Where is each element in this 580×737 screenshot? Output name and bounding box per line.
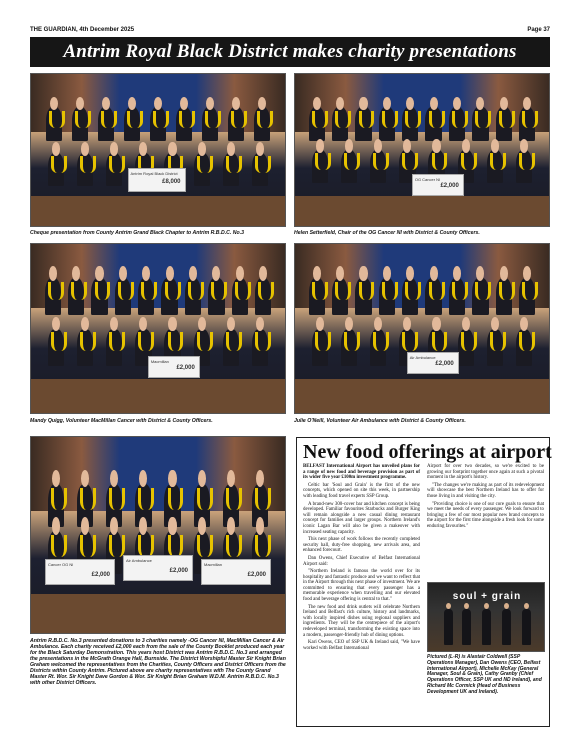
banner-title: Antrim Royal Black District makes charity presentations <box>63 41 517 62</box>
article-paragraph: "The changes we're making as part of its redevelopment will showcase the best Northern Ireland has to offer for those living in and visiting the city. <box>427 482 544 499</box>
article-paragraph: Kari Owens, CEO of SSP UK & Ireland said, "We have worked with Belfast International <box>303 640 420 651</box>
photo-og-cancer <box>294 73 550 227</box>
photo-macmillan <box>30 243 286 414</box>
photo-three-charities <box>30 436 286 634</box>
article-column-1 <box>303 464 420 653</box>
article-paragraph: This next phase of work follows the recently completed security hall, duty-free shopping, new arrivals area, and enhanced forecourt. <box>303 537 420 554</box>
airport-article <box>296 437 550 727</box>
photo-caption: Mandy Quigg, Volunteer MacMillan Cancer with District & County Officers. <box>30 418 213 424</box>
photo-caption: Julie O'Neill, Volunteer Air Ambulance with District & County Officers. <box>294 418 466 424</box>
article-paragraph: BELFAST International Airport has unveiled plans for a range of new food and beverage provision as part of its wider five year £100m investment programme. <box>303 464 420 481</box>
section-banner <box>30 37 550 67</box>
paper-date: THE GUARDIAN, 4th December 2025 <box>30 27 135 33</box>
article-paragraph: Airport for over two decades, so we're excited to be growing our footprint together once again at such a pivotal moment in the airport's history. <box>427 464 544 481</box>
photo-caption: Pictured (L-R) is Alastair Coldwell (SSP Operations Manager), Dan Owens (CEO, Belfast International Airport), Michelle McKay (General Manager, Soul & Grain), Cathy Granby (Chief Operations Officer, SSP UK and ND Ireland), and Richard Mc Cormick (Head of Business Development UK and Ireland). <box>427 654 542 695</box>
article-headline: New food offerings at airport <box>303 441 552 463</box>
article-paragraph: A brand-new 300-cover bar and kitchen concept is being developed. Familiar favourites Starbucks and Burger King will remain alongside a new casual dining restaurant concept for families and larger groups. Northern Ireland's iconic Lagan Bar will also be given a makeover with increased seating capacity. <box>303 501 420 535</box>
article-paragraph: Dan Owens, Chief Executive of Belfast International Airport said: <box>303 555 420 567</box>
photo-soul-grain <box>427 582 545 652</box>
photo-caption: Helen Setterfield, Chair of the OG Cancer NI with District & County Officers. <box>294 230 480 236</box>
cheque: Cancer OG NI £2,000 <box>45 559 115 585</box>
cheque: Antrim Royal Black District £8,000 <box>128 168 186 192</box>
photo-air-ambulance <box>294 243 550 414</box>
cheque: OG Cancer NI £2,000 <box>412 174 464 196</box>
soul-grain-sign: soul + grain <box>452 590 522 602</box>
article-paragraph: The new food and drink outlets will celebrate Northern Ireland and Belfast's rich culture, history and landmarks, with locally inspired dishes using regional suppliers and ingredients. They will be the centrepiece of the airport's redeveloped terminal, transforming the existing space into a modern, passenger-friendly hub of dining options. <box>303 604 420 638</box>
cheque: Macmillan £2,000 <box>201 559 271 585</box>
article-paragraph: Celtic bar 'Soul and Grain' is the first of the new concepts, which opened on site this week, in partnership with leading food travel experts SSP Group. <box>303 482 420 499</box>
page-number: Page 37 <box>527 27 550 33</box>
photo-caption: Cheque presentation from County Antrim Grand Black Chapter to Antrim R.B.D.C. No.3 <box>30 230 245 236</box>
article-column-2 <box>427 464 544 532</box>
photo-cheque-presentation <box>30 73 286 227</box>
article-paragraph: "Northern Ireland is famous the world over for its hospitality and fantastic produce and we want to reflect that in the Airport through this next phase of investment. We are committed to ensuring that every passenger has a memorable experience when travelling and our elevated food and beverage offering is central to that." <box>303 569 421 603</box>
article-paragraph: "Providing choice is one of our core goals to ensure that we meet the needs of every passenger. We look forward to bringing a few of our most popular new brand concepts to the airport for the first time alongside a fresh look for some enduring favourites." <box>427 501 544 529</box>
page-header <box>30 24 550 36</box>
photo-caption: Antrim R.B.D.C. No.3 presented donations to 3 charities namely -OG Cancer NI, MacMillan Cancer & Air Ambulance. Each charity received £2,000 each from the sale of the County Booklet produced each year for the Black Saturday Demonstration. This years host District was Antrim R.B.D.C. No.3 and arranged the presentations in the McGrath Orange Hall, Burnside. The District Worshipful Master Sir Knight Brian Graham welcomed the representatives from the Charities, County Officers and District Officers from the Districts within County Antrim. Pictured above are charity representatives with The County Grand Master Rt. Wor. Sir Knight Dave Gordon & Wor. Sir Knight Brian Graham W.D.M. Antrim R.B.D.C. No.3 with other District Officers. <box>30 638 286 686</box>
cheque: Air Ambulance £2,000 <box>123 555 193 581</box>
cheque: Air Ambulance £2,000 <box>407 352 459 374</box>
cheque: Macmillan £2,000 <box>148 356 200 378</box>
